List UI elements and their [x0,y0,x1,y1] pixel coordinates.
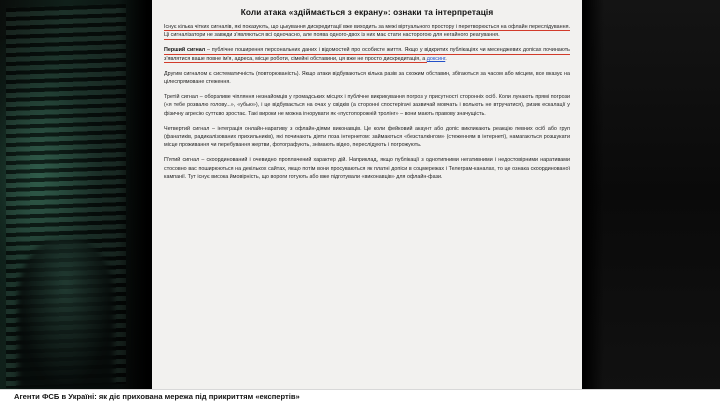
document-title: Коли атака «здіймається з екрану»: ознаки та інтерпретація [240,7,494,17]
caption-headline: Агенти ФСБ в Україні: як діє прихована мережа під прикриттям «експертів» [14,392,300,401]
paragraph-signal-1-text: – публічне поширення персональних даних і відомостей про особисте життя. Якщо у відкритих публікаціях чи месенджевих допісах починають з'являтися ваше повне ім'я, адреса, місце роботи, сімейні обставини, ця вже не просто дискредитація, а [164,47,570,62]
paragraph-intro-text: Існує кілька чітких сигналів, які показують, що цькування дискредитації вже виходить за межі віртуального простору і перетворюється на офлайн переслідування. Ці сигналізатори не завжди з'являються всі одночасно, але поява одного-двох із них має стати насторогою для негайного реагування. [164,24,570,39]
document-page [152,0,582,390]
paragraph-signal-1-tail: . [445,55,447,62]
panel-silhouette [18,240,114,390]
paragraph-signal-3 [164,93,570,118]
paragraph-signal-1 [164,46,570,62]
paragraph-signal-4 [164,125,570,150]
paragraph-intro [164,23,570,39]
doxing-link[interactable]: доксинг [426,55,446,62]
panel-edge-shadow [118,0,152,390]
document-body [152,0,582,181]
paragraph-signal-1-lead: Перший сигнал [164,47,206,54]
paragraph-signal-2 [164,70,570,86]
paragraph-signal-4-text: Четвертий сигнал – інтеграція онлайн-наративу з офлайн-діями виконавців. Це коли фейковий акаунт або допіс викликають реакцію певних осіб або груп (фанатиків, радикалізованих прихильників), які починають діяти поза інтернетом: займаються «безсталкінгом» (стеженням в інтернеті), намагаються розшукати місце проживання чи перебування жертви, фотографують, знімають відео, переслідують і погрожують. [164,125,570,149]
paragraph-signal-5-text: П'ятий сигнал – скоординований і очевидно проплачений характер дій. Наприклад, якщо публікації з однотипними негативними і недостовірними наративами стосовно вас поширюються на декількох сайтах, якщо потім вони просуваються як платні допіси в соцмережах і Телеграм-каналах, то це ознака скоординованої кампанії. Тут існує висока ймовірність, що вороги готують або вже підготували «виконавців» для офлайн-фази. [164,157,570,180]
paragraph-signal-5 [164,156,570,181]
paragraph-signal-3-text: Третій сигнал – оборзливе чіпляння незнайомців у громадських місцях і публічне викрикування погроз у присутності сторонніх осіб. Коли лунають прямі погрози («я тебе розвалю голову...», «убью»), і це відбувається на очах у свідків (а сторонні спостерігачі зазвичай мовчать і вольють не втручатися), ризик ескалації у фізичну агресію суттєво зростає. Такі вироки не можна ігнорувати як «пустопорожній тролінг» – вони мають правову значущість. [164,94,570,117]
left-video-panel [0,0,152,390]
right-panel-gradient [582,0,604,390]
caption-bar [0,389,720,405]
right-dark-panel [582,0,720,390]
paragraph-signal-2-text: Другим сигналом є систематичність (повторюваність). Якщо атаки відбуваються кілька разів за схожим обставин, збігаються за часом або місцем, все вказує на цілеспрямоване стеження. [164,70,570,86]
